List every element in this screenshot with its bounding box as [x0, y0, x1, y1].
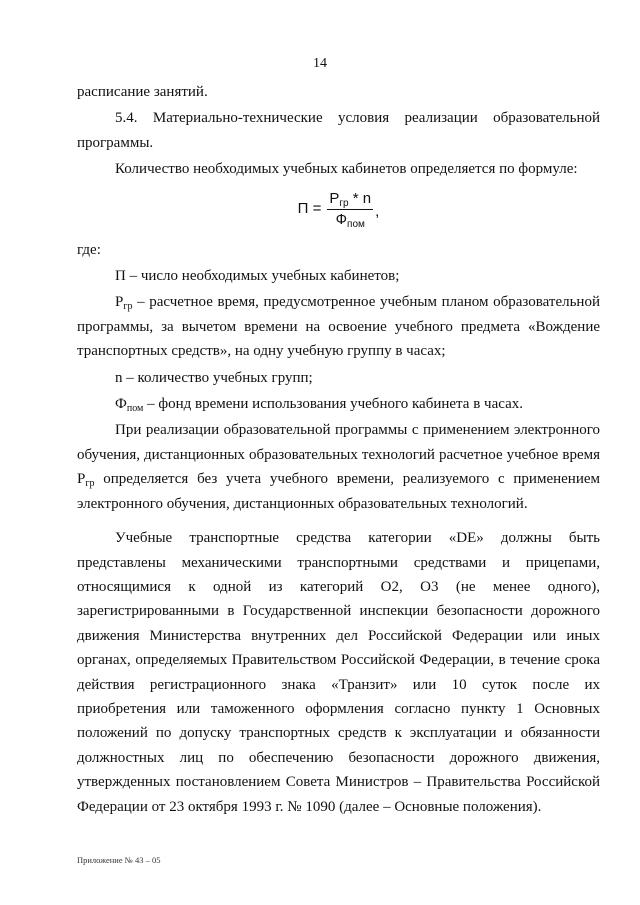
fpom-definition: – фонд времени использования учебного кабинета в часах.: [143, 396, 523, 413]
paragraph-elearning: [77, 418, 600, 516]
section-title: Материально-технические условия реализации образовательной программы.: [77, 110, 600, 151]
formula-fraction: [327, 190, 373, 229]
footer-note: Приложение № 43 – 05: [77, 855, 161, 865]
section-heading: [77, 106, 600, 155]
numerator-subscript: гр: [339, 198, 349, 210]
formula-comma: ,: [375, 203, 380, 221]
section-number: 5.4.: [115, 110, 138, 127]
definition-pgr: [77, 290, 600, 363]
numerator-symbol: P: [329, 190, 340, 208]
denominator-symbol: Ф: [335, 211, 348, 229]
document-body: [77, 80, 600, 819]
formula: [77, 184, 600, 236]
paragraph-schedule: расписание занятий.: [77, 84, 208, 100]
formula-numerator: [327, 190, 373, 210]
formula-denominator: [336, 210, 365, 229]
pgr-symbol: P: [115, 294, 124, 311]
fpom-symbol: Ф: [115, 396, 127, 413]
definition-n: n – количество учебных групп;: [115, 369, 313, 386]
paragraph-formula-intro: Количество необходимых учебных кабинетов определяется по формуле:: [115, 161, 578, 178]
page-number: 14: [313, 56, 327, 71]
elearning-subscript: гр: [85, 478, 95, 490]
where-label: где:: [77, 241, 101, 258]
pgr-subscript: гр: [123, 301, 133, 313]
elearning-text-end: определяется без учета учебного времени, реализуемого с применением электронного обучения, дистанционных образовательных технологий.: [77, 471, 600, 512]
fpom-subscript: пом: [126, 403, 144, 415]
paragraph-vehicles: Учебные транспортные средства категории «DE» должны быть представлены механическими транспортными средствами и прицепами, относящимися к одной из категорий O2, O3 (не менее одного), зарегистрированными в Государственной инспекции безопасности дорожного движения Министерства внутренних дел Российской Федерации или иных органах, определяемых Правительством Российской Федерации, в течение срока действия регистрационного знака «Транзит» или 10 суток после их приобретения или таможенного оформления согласно пункту 1 Основных положений по допуску транспортных средств к эксплуатации и обязанности должностных лиц по обеспечению безопасности дорожного движения, утвержденных постановлением Совета Министров – Правительства Российской Федерации от 23 октября 1993 г. № 1090 (далее – Основные положения).: [77, 530, 600, 815]
definition-p: П – число необходимых учебных кабинетов;: [115, 268, 400, 285]
denominator-subscript: пом: [347, 219, 365, 231]
pgr-definition: – расчетное время, предусмотренное учебным планом образовательной программы, за вычетом времени на освоение учебного предмета «Вождение транспортных средств», на одну учебную группу в часах;: [77, 294, 600, 360]
elearning-text-start: При реализации образовательной программы с применением электронного обучения, дистанционных образовательных технологий расчетное учебное время P: [77, 422, 600, 488]
numerator-rest: * n: [348, 190, 372, 208]
formula-lhs: П =: [297, 200, 322, 218]
definition-fpom: [77, 392, 600, 416]
